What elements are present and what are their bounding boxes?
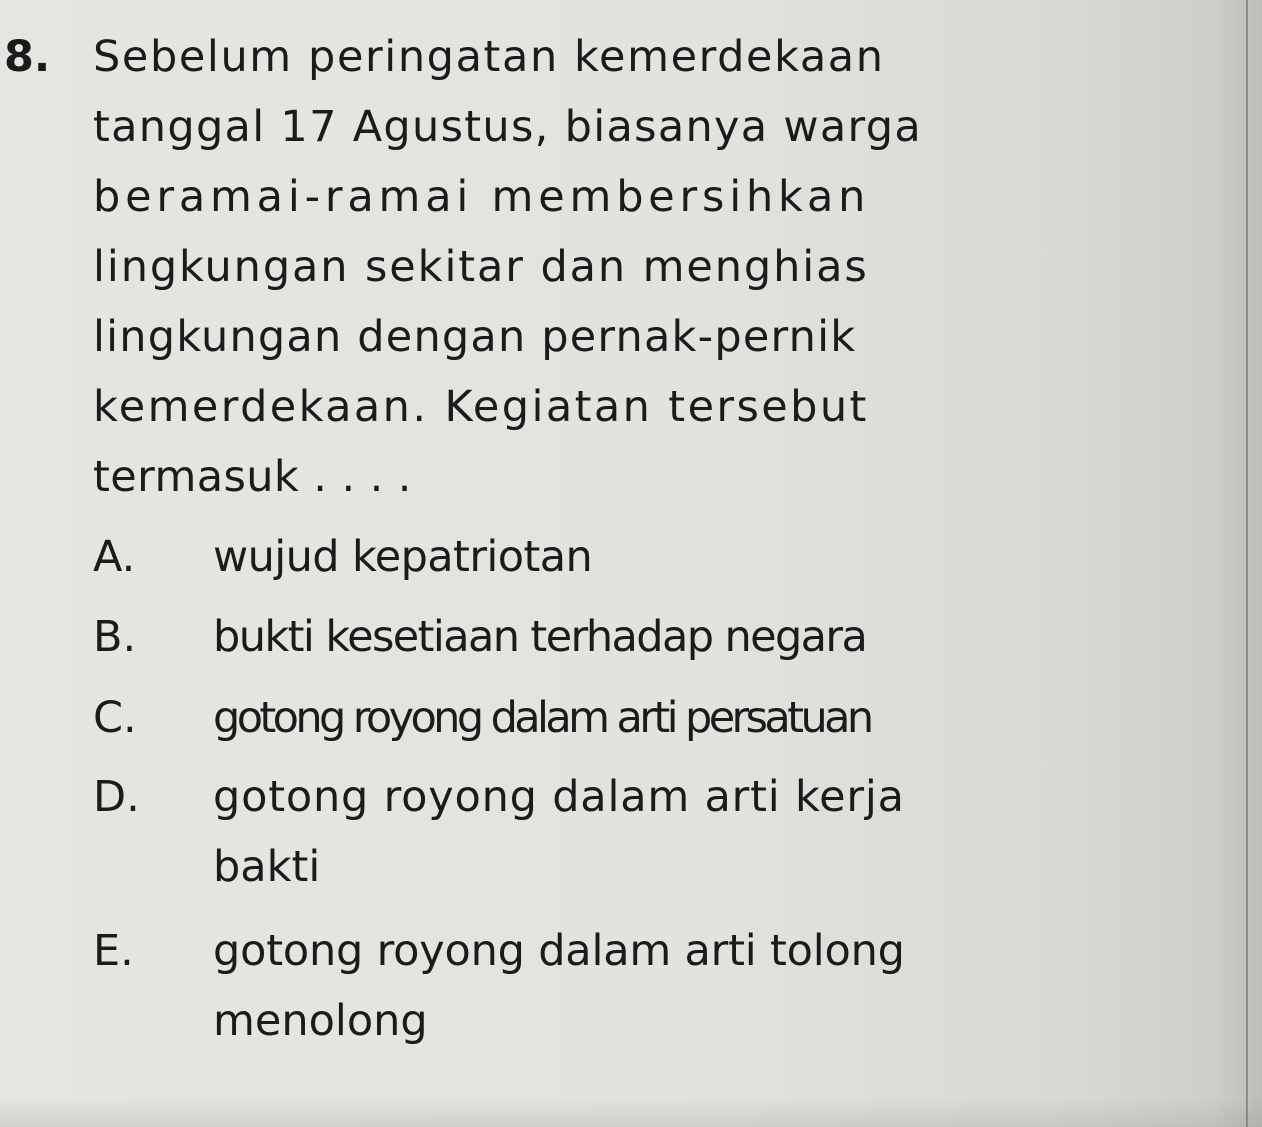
option-b-letter: B. bbox=[93, 612, 137, 662]
option-c-text: gotong royong dalam arti persatuan bbox=[213, 693, 871, 743]
option-d-text-line-1: gotong royong dalam arti kerja bbox=[213, 772, 905, 822]
option-d-letter: D. bbox=[93, 772, 140, 822]
question-line-2: tanggal 17 Agustus, biasanya warga bbox=[93, 102, 922, 152]
question-line-4: lingkungan sekitar dan menghias bbox=[93, 242, 869, 292]
question-line-5: lingkungan dengan pernak-pernik bbox=[93, 312, 857, 362]
option-e-letter: E. bbox=[93, 926, 134, 976]
option-a-letter: A. bbox=[93, 532, 136, 582]
question-line-3: beramai-ramai membersihkan bbox=[93, 172, 871, 222]
option-e-text-line-2: menolong bbox=[213, 996, 428, 1046]
bottom-shade bbox=[0, 1097, 1262, 1127]
option-e-text-line-1: gotong royong dalam arti tolong bbox=[213, 926, 905, 976]
page-edge bbox=[1246, 0, 1248, 1127]
question-line-1: Sebelum peringatan kemerdekaan bbox=[93, 32, 885, 82]
question-line-7: termasuk . . . . bbox=[93, 452, 412, 502]
option-c-letter: C. bbox=[93, 693, 137, 743]
option-a-text: wujud kepatriotan bbox=[213, 532, 593, 582]
question-line-6: kemerdekaan. Kegiatan tersebut bbox=[93, 382, 869, 432]
option-b-text: bukti kesetiaan terhadap negara bbox=[213, 612, 867, 662]
question-number: 8. bbox=[4, 32, 51, 82]
option-d-text-line-2: bakti bbox=[213, 842, 321, 892]
